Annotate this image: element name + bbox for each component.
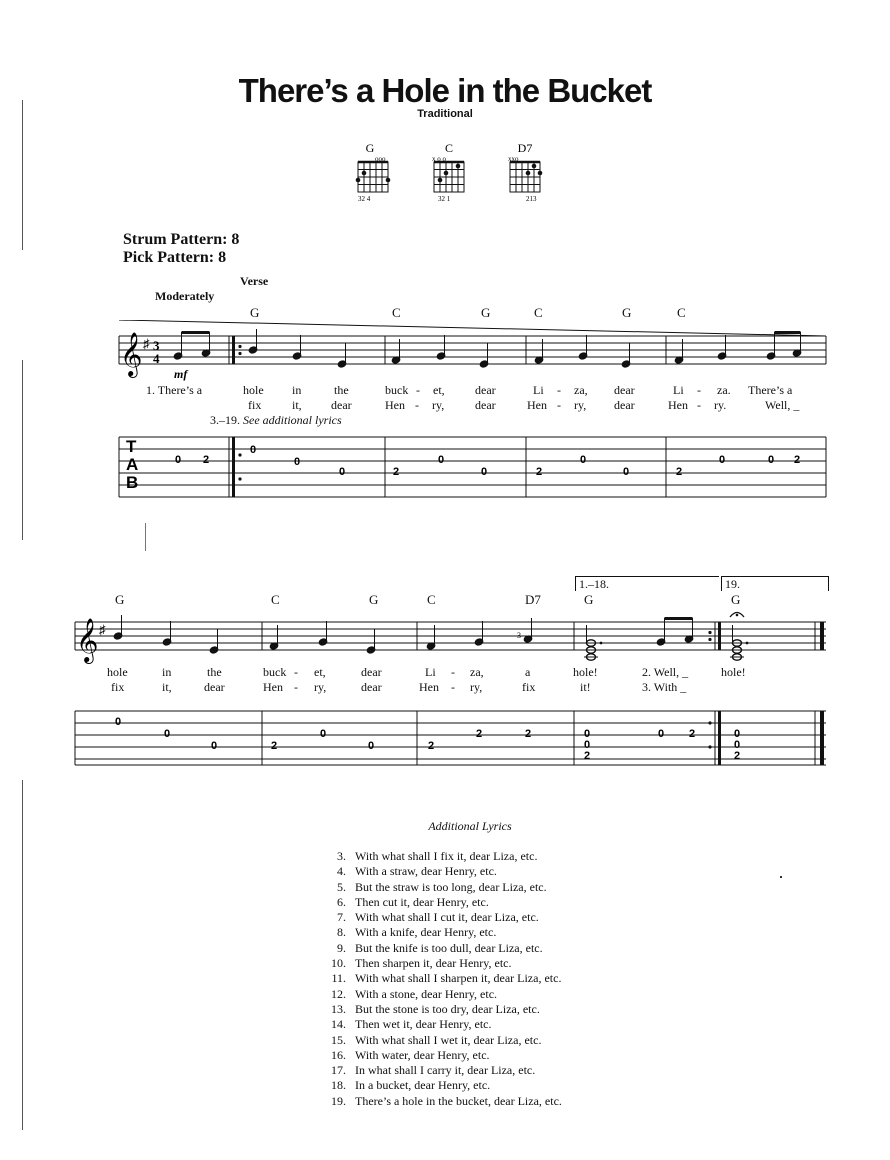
additional-lyric-line xyxy=(330,1078,562,1093)
s1-lyric: - xyxy=(416,383,420,397)
s1-tab-num: 2 xyxy=(675,466,683,478)
s2-lyric: - xyxy=(451,665,455,679)
s1-lyric: - xyxy=(697,383,701,397)
s1-lyric-v2: dear xyxy=(331,398,352,412)
ending-2 xyxy=(721,576,829,591)
s1-lyric-v3-note: See additional lyrics xyxy=(243,413,342,427)
s2-lyric: the xyxy=(207,665,222,679)
tempo-marking: Moderately xyxy=(155,289,215,303)
s1-tab-num: 2 xyxy=(793,454,801,466)
s1-lyric-v2: it, xyxy=(292,398,302,412)
s1-lyric-v2: ry, xyxy=(432,398,445,412)
s1-tab-clef xyxy=(126,437,138,492)
s2-lyric-v2: Hen xyxy=(263,680,283,694)
s1-tab-num: 0 xyxy=(622,466,630,478)
additional-lyrics-list xyxy=(330,849,562,1109)
s1-lyric: dear xyxy=(475,383,496,397)
chord-name-g: G xyxy=(365,141,375,155)
s2-lyric: a xyxy=(525,665,531,679)
s1-time-bottom: 4 xyxy=(153,351,160,366)
additional-lyric-text: But the stone is too dry, dear Liza, etc. xyxy=(355,1001,540,1016)
s1-chord-1: G xyxy=(250,305,260,320)
s2-tab-num: 0 xyxy=(657,728,665,740)
strum-pattern: Strum Pattern: 8 xyxy=(123,231,240,248)
additional-lyric-number: 6. xyxy=(337,894,346,909)
s2-tab-num: 2 xyxy=(475,728,483,740)
s1-lyric-v2: - xyxy=(415,398,419,412)
song-title: There’s a Hole in the Bucket xyxy=(238,72,652,109)
s2-lyric-v2: - xyxy=(451,680,455,694)
s1-tab-num: 2 xyxy=(535,466,543,478)
chord-fingering-g: 32 4 xyxy=(358,195,371,203)
additional-lyric-number: 18. xyxy=(331,1078,346,1093)
s1-tab-num: 0 xyxy=(338,466,346,478)
s2-lyric-v2: Hen xyxy=(419,680,439,694)
s2-lyric: hole xyxy=(107,665,128,679)
chord-fingering-c: 32 1 xyxy=(438,195,451,203)
ending-1-label: 1.–18. xyxy=(579,577,609,591)
stray-dot xyxy=(780,876,782,878)
s2-chord-7: G xyxy=(731,592,741,607)
s2-tab-num: 2 xyxy=(524,728,532,740)
s2-lyric-v2: fix xyxy=(522,680,536,694)
s1-lyric: Li xyxy=(533,383,544,397)
chord-diagrams xyxy=(340,140,570,210)
additional-lyric-line xyxy=(330,1002,562,1017)
s2-lyric: Li xyxy=(425,665,436,679)
additional-lyric-line xyxy=(330,1048,562,1063)
s2-chord-6: G xyxy=(584,592,594,607)
s2-lyric-v2: fix xyxy=(111,680,125,694)
s2-tab-num: 0 xyxy=(367,740,375,752)
system-1-notation xyxy=(0,320,890,500)
chord-markers-d7: xxo xyxy=(508,155,519,163)
s2-lyric: buck xyxy=(263,665,287,679)
s2-lyric-v2: 3. With _ xyxy=(642,680,687,694)
additional-lyric-text: With what shall I wet it, dear Liza, etc. xyxy=(355,1032,542,1047)
s1-tab-lines xyxy=(119,437,826,497)
s2-tab-num: 0 xyxy=(210,740,218,752)
additional-lyric-text: With a knife, dear Henry, etc. xyxy=(355,925,497,940)
chord-markers-c: x o o xyxy=(432,155,446,163)
s2-tab-num: 0 xyxy=(163,728,171,740)
s2-tab-num: 0 xyxy=(733,728,741,740)
s2-lyric: et, xyxy=(314,665,326,679)
additional-lyrics-title: Additional Lyrics xyxy=(428,819,512,833)
s2-lyric: hole! xyxy=(721,665,746,679)
chord-name-c: C xyxy=(444,141,454,155)
additional-lyric-text: With what shall I cut it, dear Liza, etc. xyxy=(355,910,539,925)
s1-key-sharp: ♯ xyxy=(143,336,150,351)
additional-lyric-number: 9. xyxy=(337,940,346,955)
additional-lyric-line xyxy=(330,1033,562,1048)
additional-lyric-number: 7. xyxy=(337,910,346,925)
s2-treble-clef: 𝄞 xyxy=(76,620,99,662)
s1-chord-5: G xyxy=(622,305,632,320)
s1-tab-num: 0 xyxy=(249,444,257,456)
s1-lyric: hole xyxy=(243,383,264,397)
s2-chord-1: G xyxy=(115,592,125,607)
s2-lyric: za, xyxy=(470,665,484,679)
s1-lyric-v2: Hen xyxy=(527,398,547,412)
ending-2-label: 19. xyxy=(725,577,740,591)
s2-lyric: hole! xyxy=(573,665,598,679)
s2-lyric-v2: ry, xyxy=(470,680,483,694)
additional-lyric-line xyxy=(330,1063,562,1078)
additional-lyric-text: With what shall I fix it, dear Liza, etc. xyxy=(355,849,538,863)
additional-lyric-line xyxy=(330,1017,562,1032)
s1-time-top: 3 xyxy=(153,338,160,353)
s2-tab-num: 2 xyxy=(733,750,741,762)
s2-key-sharp: ♯ xyxy=(99,622,106,637)
s1-lyric-v2: ry, xyxy=(574,398,587,412)
additional-lyric-line xyxy=(330,925,562,940)
ending-1 xyxy=(575,576,719,591)
chord-diagram-d7 xyxy=(508,141,542,203)
additional-lyric-number: 14. xyxy=(331,1017,346,1032)
s1-lyric-v3 xyxy=(210,413,342,428)
s1-lyric-v3-prefix: 3.–19. xyxy=(210,413,240,427)
additional-lyric-text: With what shall I sharpen it, dear Liza, etc. xyxy=(355,971,562,986)
additional-lyric-line xyxy=(330,880,562,895)
s2-tab-num: 0 xyxy=(583,728,591,740)
additional-lyric-text: With a straw, dear Henry, etc. xyxy=(355,864,497,879)
dynamic-marking: mf xyxy=(174,367,188,381)
s1-lyric-v2: - xyxy=(697,398,701,412)
s2-lyric: 2. Well, _ xyxy=(642,665,689,679)
additional-lyric-text: Then cut it, dear Henry, etc. xyxy=(355,894,489,909)
s1-tab-num: 0 xyxy=(174,454,182,466)
additional-lyric-line xyxy=(330,864,562,879)
additional-lyric-line xyxy=(330,910,562,925)
additional-lyric-number: 11. xyxy=(331,971,346,986)
s2-lyric-v2: - xyxy=(294,680,298,694)
s1-lyric-v2: fix xyxy=(248,398,262,412)
chord-markers-g: ooo xyxy=(375,155,386,163)
s2-tab-num: 2 xyxy=(427,740,435,752)
s1-lyric: dear xyxy=(614,383,635,397)
chord-diagram-g xyxy=(356,141,391,203)
s1-chord-2: C xyxy=(392,305,401,320)
additional-lyric-text: There’s a hole in the bucket, dear Liza, etc. xyxy=(355,1093,562,1108)
s1-lyric-v2: ry. xyxy=(714,398,727,412)
additional-lyric-line xyxy=(330,941,562,956)
stray-mark xyxy=(145,523,146,551)
s1-lyric-v2: Hen xyxy=(668,398,688,412)
s1-lyric-v2: Well, _ xyxy=(765,398,800,412)
s1-chord-6: C xyxy=(677,305,686,320)
s2-grace-mark: 3 xyxy=(517,631,521,640)
s1-tab-num: 2 xyxy=(392,466,400,478)
s2-tab-num: 0 xyxy=(733,739,741,751)
s1-lyric-v2: Hen xyxy=(385,398,405,412)
s2-lyric-v2: it! xyxy=(580,680,591,694)
additional-lyric-number: 10. xyxy=(331,956,346,971)
additional-lyric-number: 4. xyxy=(337,864,346,879)
s2-tab-num: 0 xyxy=(583,739,591,751)
additional-lyric-text: Then sharpen it, dear Henry, etc. xyxy=(355,956,512,971)
s1-tab-num: 0 xyxy=(718,454,726,466)
additional-lyric-number: 13. xyxy=(331,1001,346,1016)
s2-lyric: in xyxy=(162,665,172,679)
s2-chord-4: C xyxy=(427,592,436,607)
system-2-notation xyxy=(0,605,890,775)
s2-tab-num: 0 xyxy=(319,728,327,740)
additional-lyric-number: 17. xyxy=(331,1063,346,1078)
chord-name-d7: D7 xyxy=(517,141,533,155)
additional-lyric-number: 19. xyxy=(331,1093,346,1108)
s1-tab-num: 0 xyxy=(579,454,587,466)
s1-lyric: za, xyxy=(574,383,588,397)
additional-lyric-text: But the straw is too long, dear Liza, etc. xyxy=(355,879,547,894)
s1-lyric-v2: dear xyxy=(614,398,635,412)
s1-tab-num: 0 xyxy=(437,454,445,466)
s1-tab-num: 2 xyxy=(202,454,210,466)
additional-lyric-line xyxy=(330,849,562,864)
additional-lyric-line xyxy=(330,987,562,1002)
pick-pattern: Pick Pattern: 8 xyxy=(123,249,227,266)
s1-lyric: There’s a xyxy=(748,383,793,397)
margin-line-1 xyxy=(22,100,23,250)
s2-lyric-v2: it, xyxy=(162,680,172,694)
svg-text:B: B xyxy=(126,473,139,492)
additional-lyric-number: 8. xyxy=(337,925,346,940)
s2-chord-3: G xyxy=(369,592,379,607)
s1-lyric: 1. There’s a xyxy=(146,383,203,397)
additional-lyric-line xyxy=(330,1094,562,1109)
additional-lyric-number: 3. xyxy=(337,849,346,863)
additional-lyric-line xyxy=(330,956,562,971)
additional-lyric-number: 15. xyxy=(331,1032,346,1047)
s1-lyric: Li xyxy=(673,383,684,397)
s1-lyric-v2: dear xyxy=(475,398,496,412)
s2-lyric-v2: ry, xyxy=(314,680,327,694)
additional-lyric-text: With water, dear Henry, etc. xyxy=(355,1047,490,1062)
s1-lyric: buck xyxy=(385,383,409,397)
s2-tab-num: 0 xyxy=(114,716,122,728)
s2-lyric: dear xyxy=(361,665,382,679)
s2-tab-num: 2 xyxy=(688,728,696,740)
s1-lyric: the xyxy=(334,383,349,397)
additional-lyric-line xyxy=(330,895,562,910)
additional-lyric-text: But the knife is too dull, dear Liza, etc. xyxy=(355,940,543,955)
s1-lyric: - xyxy=(557,383,561,397)
chord-diagram-c xyxy=(432,141,464,203)
s1-lyric: in xyxy=(292,383,302,397)
s1-lyric: et, xyxy=(433,383,445,397)
s1-tab-num: 0 xyxy=(767,454,775,466)
s1-tab-num: 0 xyxy=(293,456,301,468)
s2-lyric: - xyxy=(294,665,298,679)
s1-treble-clef: 𝄞 xyxy=(120,334,143,376)
additional-lyric-text: In what shall I carry it, dear Liza, etc. xyxy=(355,1063,536,1078)
additional-lyric-line xyxy=(330,971,562,986)
s1-chord-3: G xyxy=(481,305,491,320)
additional-lyric-number: 16. xyxy=(331,1047,346,1062)
s2-chord-5: D7 xyxy=(525,592,541,607)
svg-text:A: A xyxy=(126,455,139,474)
additional-lyric-text: With a stone, dear Henry, etc. xyxy=(355,986,498,1001)
s2-lyric-v2: dear xyxy=(204,680,225,694)
s2-chord-2: C xyxy=(271,592,280,607)
s1-lyric: za. xyxy=(717,383,731,397)
additional-lyric-text: Then wet it, dear Henry, etc. xyxy=(355,1017,492,1032)
additional-lyric-text: In a bucket, dear Henry, etc. xyxy=(355,1078,491,1093)
composer-credit: Traditional xyxy=(417,108,473,120)
s1-lyric-v2: - xyxy=(557,398,561,412)
additional-lyric-number: 5. xyxy=(337,879,346,894)
s2-lyric-v2: dear xyxy=(361,680,382,694)
s1-chord-4: C xyxy=(534,305,543,320)
s2-tab-num: 2 xyxy=(270,740,278,752)
s2-tab-num: 2 xyxy=(583,750,591,762)
section-label: Verse xyxy=(240,274,269,288)
s1-tab-num: 0 xyxy=(480,466,488,478)
chord-fingering-d7: 213 xyxy=(526,195,537,203)
additional-lyric-number: 12. xyxy=(331,986,346,1001)
svg-text:T: T xyxy=(126,437,137,456)
